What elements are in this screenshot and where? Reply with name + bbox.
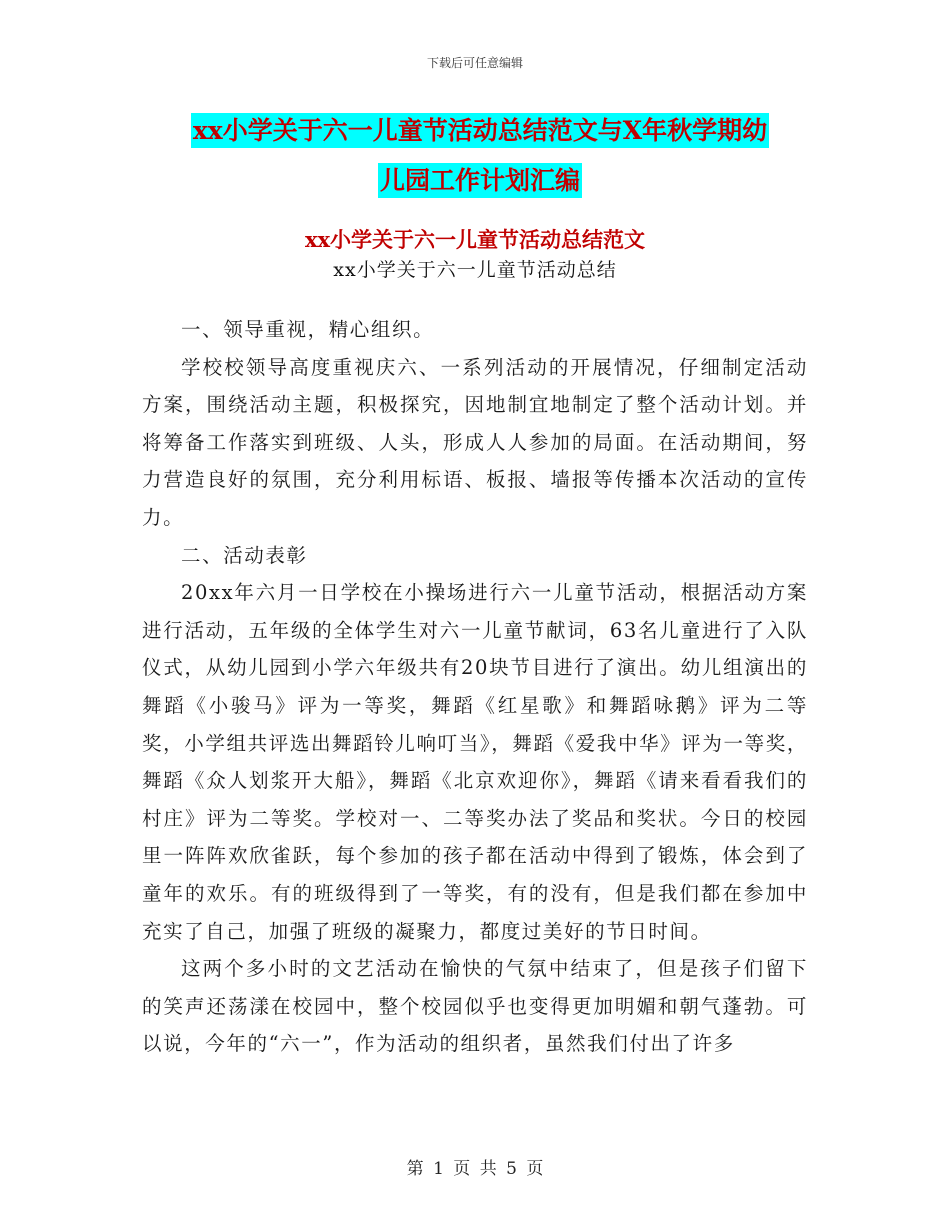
paragraph: 这两个多小时的文艺活动在愉快的气氛中结束了，但是孩子们留下的笑声还荡漾在校园中，整个校园似乎也变得更加明媚和朝气蓬勃。可以说，今年的“六一”，作为活动的组织者，虽然我们付出了许多 — [142, 957, 808, 1056]
body-text — [142, 311, 808, 1063]
page-footer: 第 1 页 共 5 页 — [406, 1159, 544, 1179]
paragraph: 二、活动表彰 — [181, 543, 308, 567]
sub-title: xx小学关于六一儿童节活动总结 — [333, 259, 617, 281]
section-title: xx小学关于六一儿童节活动总结范文 — [304, 227, 646, 252]
document-title-line1: xx小学关于六一儿童节活动总结范文与X年秋学期幼 — [191, 113, 769, 148]
paragraph: 一、领导重视，精心组织。 — [181, 318, 435, 341]
paragraph: 20xx年六月一日学校在小操场进行六一儿童节活动，根据活动方案进行活动，五年级的全体学生对六一儿童节献词，63名儿童进行了入队仪式，从幼儿园到小学六年级共有20块节目进行了演出。幼儿组演出的舞蹈《小骏马》评为一等奖，舞蹈《红星歌》和舞蹈咏鹅》评为二等奖，小学组共评选出舞蹈铃儿响叮当》，舞蹈《爱我中华》评为一等奖，舞蹈《众人划浆开大船》，舞蹈《北京欢迎你》，舞蹈《请来看看我们的村庄》评为二等奖。学校对一、二等奖办法了奖品和奖状。今日的校园里一阵阵欢欣雀跃，每个参加的孩子都在活动中得到了锻炼，体会到了童年的欢乐。有的班级得到了一等奖，有的没有，但是我们都在参加中充实了自己，加强了班级的凝聚力，都度过美好的节日时间。 — [142, 581, 808, 943]
paragraph: 学校校领导高度重视庆六、一系列活动的开展情况，仔细制定活动方案，围绕活动主题，积极探究，因地制宜地制定了整个活动计划。并将筹备工作落实到班级、人头，形成人人参加的局面。在活动期间，努力营造良好的氛围，充分利用标语、板报、墙报等传播本次活动的宣传力。 — [142, 355, 808, 529]
document-title — [140, 106, 820, 206]
document-title-line2: 儿园工作计划汇编 — [378, 163, 582, 198]
header-note: 下载后可任意编辑 — [426, 56, 523, 70]
